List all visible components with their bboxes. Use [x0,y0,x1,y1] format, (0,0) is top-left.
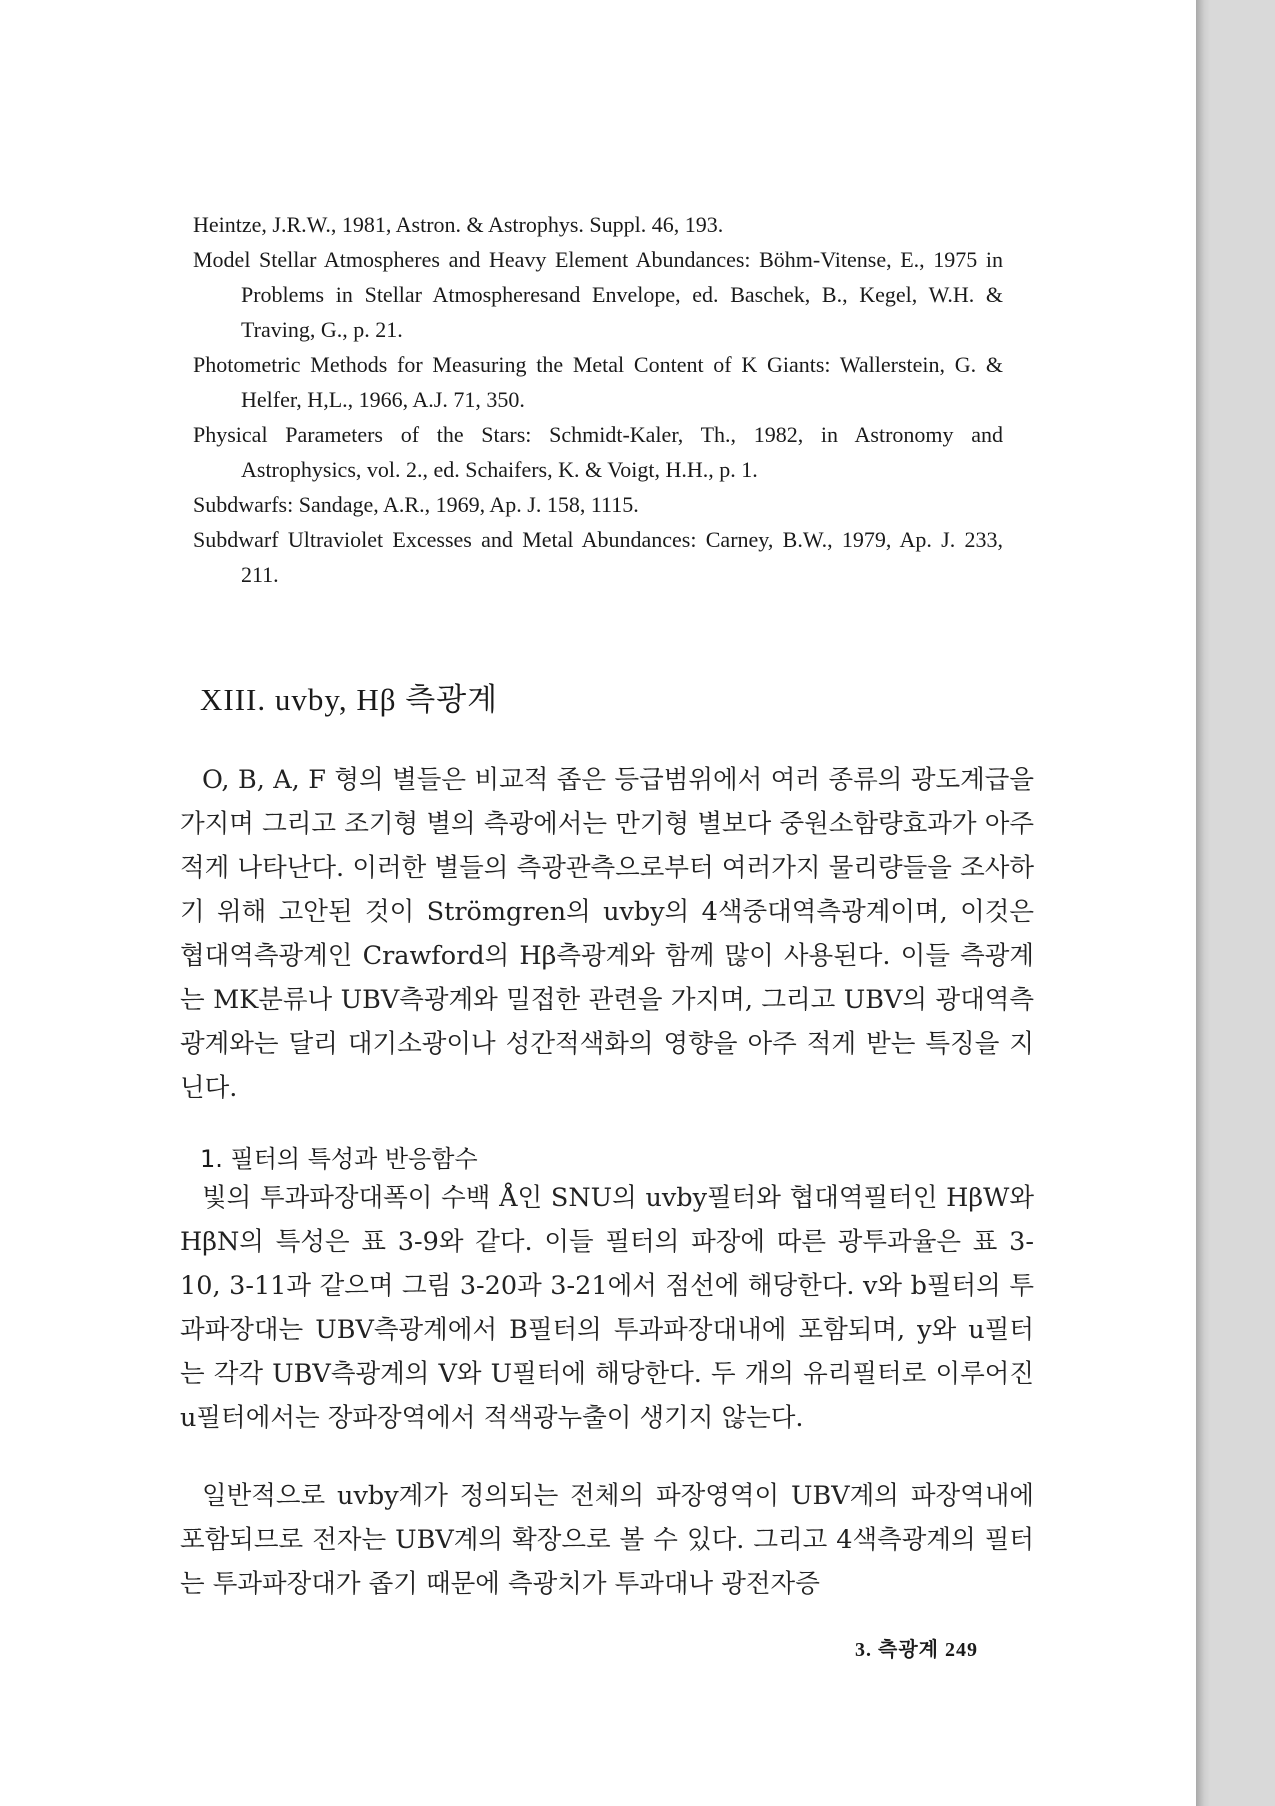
section-heading: XIII. uvby, Hβ 측광계 [200,682,499,717]
paragraph-general: 일반적으로 uvby계가 정의되는 전체의 파장영역이 UBV계의 파장역내에 포함되므로 전자는 UBV계의 확장으로 볼 수 있다. 그리고 4색측광계의 필터는 투과파장대가 좁기 때문에 측광치가 투과대나 광전자증 [180,1481,1034,1599]
reference-item: Physical Parameters of the Stars: Schmidt-Kaler, Th., 1982, in Astronomy and Astrophysics, vol. 2., ed. Schaifers, K. & Voigt, H.H., p. 1. [193,422,1003,482]
reference-list [193,207,1003,592]
page-footer: 3. 측광계 249 [855,1639,978,1661]
reference-item: Heintze, J.R.W., 1981, Astron. & Astrophys. Suppl. 46, 193. [193,212,724,237]
paragraph-intro: O, B, A, F 형의 별들은 비교적 좁은 등급범위에서 여러 종류의 광도계급을 가지며 그리고 조기형 별의 측광에서는 만기형 별보다 중원소함량효과가 아주 적게 나타난다. 이러한 별들의 측광관측으로부터 여러가지 물리량들을 조사하기 위해 고안된 것이 Strömgren의 uvby의 4색중대역측광계이며, 이것은 협대역측광계인 Crawford의 Hβ측광계와 함께 많이 사용된다. 이들 측광계는 MK분류나 UBV측광계와 밀접한 관련을 가지며, 그리고 UBV의 광대역측광계와는 달리 대기소광이나 성간적색화의 영향을 아주 적게 받는 특징을 지닌다. [180,765,1034,1103]
reference-item: Photometric Methods for Measuring the Metal Content of K Giants: Wallerstein, G. & Helfer, H,L., 1966, A.J. 71, 350. [193,352,1003,412]
reference-item: Model Stellar Atmospheres and Heavy Element Abundances: Böhm-Vitense, E., 1975 in Problems in Stellar Atmospheresand Envelope, ed. Baschek, B., Kegel, W.H. & Traving, G., p. 21. [193,247,1003,342]
reference-item: Subdwarfs: Sandage, A.R., 1969, Ap. J. 158, 1115. [193,492,639,517]
page-edge-shadow [1196,0,1210,1806]
subsection-heading: 1. 필터의 특성과 반응함수 [200,1145,478,1173]
reference-item: Subdwarf Ultraviolet Excesses and Metal Abundances: Carney, B.W., 1979, Ap. J. 233, 211. [193,527,1003,587]
paragraph-filters: 빛의 투과파장대폭이 수백 Å인 SNU의 uvby필터와 협대역필터인 HβW와 HβN의 특성은 표 3-9와 같다. 이들 필터의 파장에 따른 광투과율은 표 3-10, 3-11과 같으며 그림 3-20과 3-21에서 점선에 해당한다. v와 b필터의 투과파장대는 UBV측광계에서 B필터의 투과파장대내에 포함되며, y와 u필터는 각각 UBV측광계의 V와 U필터에 해당한다. 두 개의 유리필터로 이루어진 u필터에서는 장파장역에서 적색광누출이 생기지 않는다. [180,1183,1034,1433]
